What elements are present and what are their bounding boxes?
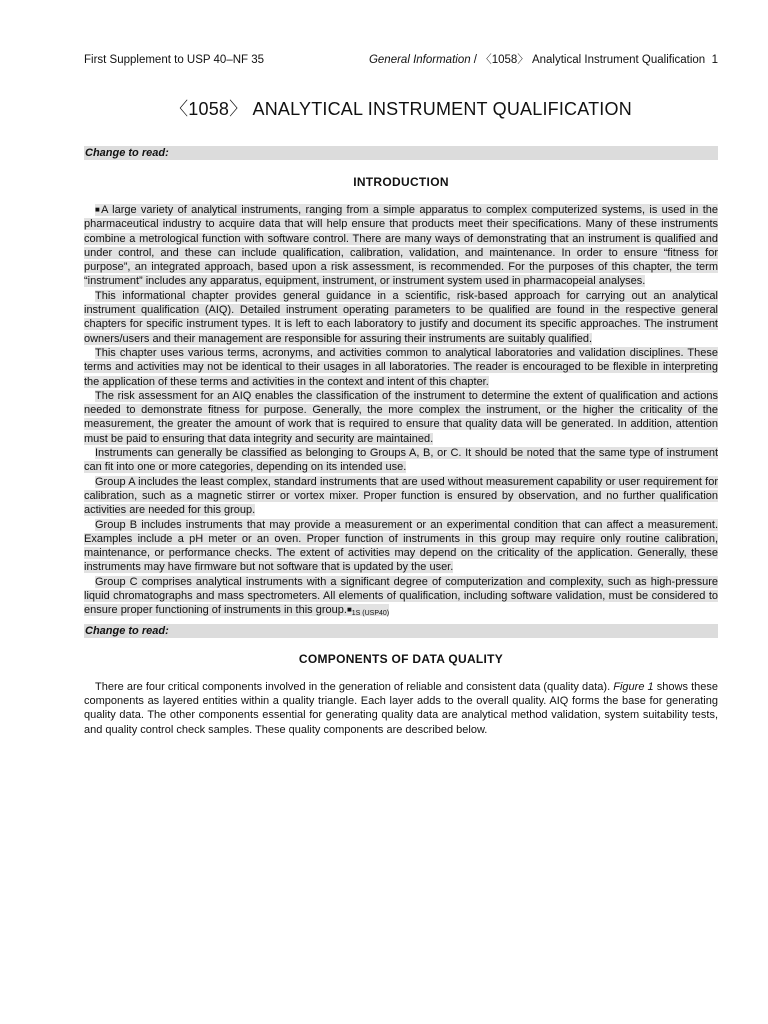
components-paragraph-1-part-a: There are four critical components involved in the generation of reliable and consistent data (quality data). (95, 680, 614, 693)
intro-paragraph-3 (84, 346, 718, 389)
chapter-title: 〈1058〉 ANALYTICAL INSTRUMENT QUALIFICATION (170, 99, 632, 119)
intro-paragraph-1 (84, 203, 718, 289)
intro-paragraph-8-text: Group C comprises analytical instruments with a significant degree of computerization and complexity, such as high-pressure liquid chromatographs and mass spectrometers. All elements of qualification, including software validation, must be considered to ensure proper functioning of instruments in this group. (84, 575, 718, 617)
introduction-heading: INTRODUCTION (353, 175, 449, 189)
document-page (84, 52, 718, 737)
intro-paragraph-5-text: Instruments can generally be classified as belonging to Groups A, B, or C. It should be noted that the same type of instrument can fit into one or more categories, depending on its intended use. (84, 447, 718, 474)
intro-paragraph-4 (84, 389, 718, 446)
intro-paragraph-6-text: Group A includes the least complex, standard instruments that are used without measurement capability or user requirement for calibration, such as a magnetic stirrer or vortex mixer. Proper function is ensured by observation, and no further qualification activities are needed for this group. (84, 475, 718, 517)
components-paragraph-1-part-b: shows these components as layered entities within a quality triangle. Each layer adds to the overall quality. AIQ forms the base for generating quality data. The other components essential for generating quality data are analytical method validation, system suitability tests, and quality control check samples. These quality components are described below. (84, 680, 719, 736)
intro-paragraph-2-text: This informational chapter provides general guidance in a scientific, risk-based approach for carrying out an analytical instrument qualification (AIQ). Detailed instrument operating parameters to be qualified are found in the respective general chapters for specific instrument types. It is left to each laboratory to justify and document its specific approaches. The instrument owners/users and their management are responsible for assuring their instruments are suitably qualified. (84, 289, 718, 345)
header-chapter-ref: / 〈1058〉 Analytical Instrument Qualification (470, 54, 706, 66)
figure-1-reference[interactable]: Figure 1 (613, 680, 654, 693)
intro-paragraph-1-text: A large variety of analytical instruments, ranging from a simple apparatus to complex computerized systems, is used in the pharmaceutical industry to acquire data that will help ensure that products meet their specifications. Many of these instruments combine a metrological function with software control. There are many ways of demonstrating that an instrument is qualified and under control, and these can include qualification, calibration, validation, and maintenance. In order to ensure “fitness for purpose”, an integrated approach, based upon a risk assessment, is recommended. For the purposes of this chapter, the term “instrument” includes any apparatus, equipment, instrument, or instrument system used in pharmacopeial analyses. (84, 204, 718, 288)
intro-paragraph-5 (84, 446, 718, 475)
revision-end-note: 1S (USP40) (351, 610, 390, 618)
header-general-information: General Information (368, 54, 471, 66)
components-heading: COMPONENTS OF DATA QUALITY (298, 651, 504, 666)
change-to-read-label-2: Change to read: (84, 624, 718, 638)
intro-paragraph-6 (84, 475, 718, 518)
header-left: First Supplement to USP 40–NF 35 (84, 54, 265, 66)
intro-paragraph-2 (84, 289, 718, 346)
components-paragraph-1 (84, 680, 718, 737)
intro-paragraph-7-text: Group B includes instruments that may provide a measurement or an experimental condition that can affect a measurement. Examples include a pH meter or an oven. Proper function of instruments in this group may require only routine calibration, maintenance, or performance checks. The extent of activities may depend on the criticality of the application. Generally, these instruments may have firmware but not software that is updated by the user. (84, 518, 718, 574)
revision-start-mark: ■ (95, 205, 102, 214)
intro-paragraph-8 (84, 575, 718, 622)
running-header (84, 52, 718, 68)
intro-paragraph-4-text: The risk assessment for an AIQ enables the classification of the instrument to determine the extent of qualification and actions needed to demonstrate fitness for purpose. Generally, the more complex the instrument, or the higher the criticality of the measurement, the greater the amount of work that is required to ensure that quality data will be generated. In addition, attention must be paid to ensuring that data integrity and security are maintained. (84, 389, 718, 445)
page-number: 1 (711, 54, 718, 66)
header-right (369, 52, 718, 68)
revision-end-mark: ■ (346, 605, 352, 615)
components-body (84, 680, 718, 737)
introduction-body (84, 203, 718, 622)
intro-paragraph-3-text: This chapter uses various terms, acronyms, and activities common to analytical laboratories and validation disciplines. These terms and activities may not be identical to their usages in all laboratories. The reader is encouraged to be flexible in interpreting the application of these terms and activities in the context and intent of this chapter. (84, 346, 718, 388)
intro-paragraph-7 (84, 518, 718, 575)
change-to-read-label: Change to read: (84, 146, 718, 160)
